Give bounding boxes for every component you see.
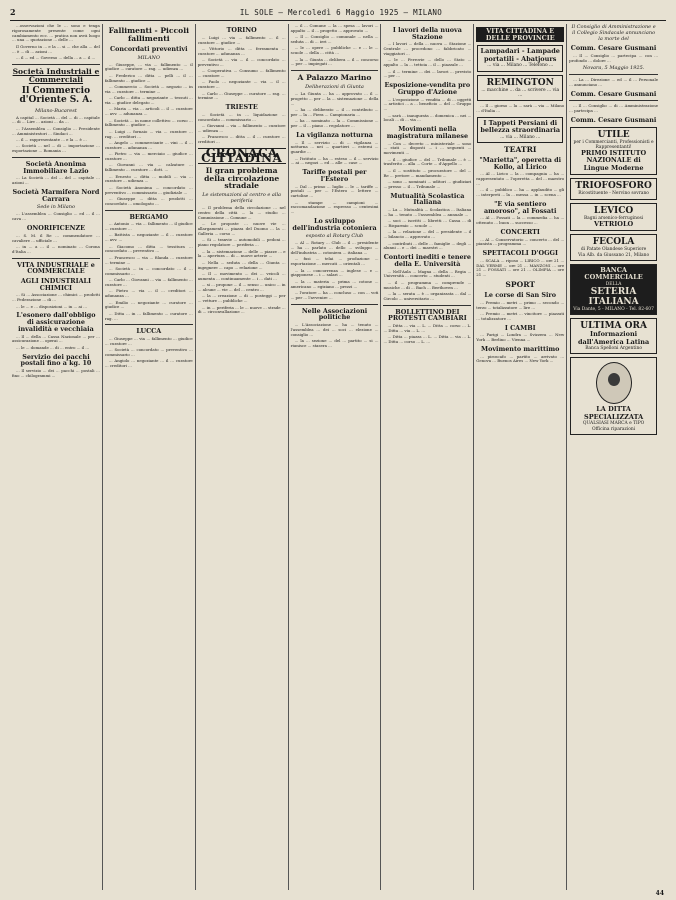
ad-fecola-title: FECOLA <box>592 237 635 248</box>
ad-levico <box>570 203 657 232</box>
headline-commercio-oriente: Il Commercio d'Oriente S. A. <box>19 85 93 106</box>
headline-fallimenti: Fallimenti - Piccoli fallimenti <box>108 26 190 43</box>
portrait-illustration <box>596 362 632 404</box>
ad-banca-line2: DELLA <box>605 281 622 287</box>
ad-vetriolo: VETRIOLO <box>594 219 634 228</box>
column-5: I lavori della nuova Stazione ... I lavori ... della ... nuova ... Stazione ... Centrale ... procedono ... fabbricato ... viaggiatori ... ... le ... Ferrovie ... dello ... Stato ... appalto ... la ... tettoia ... il ... piazzale ... ... il ... termine ... dei ... lavori ... previsto ... per ... Esposizione-vendita pro Gruppo d'Azione ... L'esposizione ... vendita ... di ... oggetti ... artistici ... a ... beneficio ... del ... Gruppo ... ... sarà ... inaugurata ... domenica ... nei ... locali ... di ... via ... Movimenti nella magistratura milanese ... Con ... decreto ... ministeriale ... sono ... stati ... disposti ... i ... seguenti ... movimenti ... ... il ... giudice ... del ... Tribunale ... è ... trasferito ... alla ... Corte ... d'Appello ... ... il ... sostituto ... procuratore ... del ... Re ... pretore ... mandamento ... ... sono ... nominati ... uditori ... giudiziari ... presso ... il ... Tribunale ... Mutualità Scolastica Italiana ... La ... Mutualità ... Scolastica ... Italiana ... ha ... tenuto ... l'assemblea ... annuale ... ... soci ... iscritti ... libretti ... Cassa ... di ... Risparmio ... scuole ... ... la ... relazione ... del ... presidente ... il ... bilancio ... approvato ... ... contributi ... delle ... famiglie ... degli ... alunni ... e ... dei ... maestri ... Contorti inediti e tenere della E. Università ... Nell'Aula ... Magna ... della ... Regia ... Università ... concerto ... studenti ... ... il ... programma ... comprende ... musiche ... di ... Bach ... Beethoven ... ... la ... serata ... è ... organizzata ... dal ... Circolo ... universitario ... BOLLETTINO DEI PROTESTI CAMBIARI ... Ditta ... via ... L. ... Ditta ... corso ... L. ... Ditta ... via ... L. ... ... Ditta ... piazza ... L. ... Ditta ... via ... L. ... Ditta ... corso ... L. ... <box>381 24 474 890</box>
headline-concordati: Concordati preventivi <box>110 44 188 53</box>
ad-triofosforo-sub: Ricostituente - Nervino sovrano <box>578 191 649 197</box>
headline-vita-industriale: VITA INDUSTRIALE e COMMERCIALE <box>17 260 95 276</box>
ad-lampadari-title: Lampadari - Lampade portatili - Abatjours <box>480 47 560 63</box>
ad-ditta-title: LA DITTA SPECIALIZZATA <box>584 405 644 421</box>
headline-industriali-chimici: AGLI INDUSTRIALI CHIMICI <box>20 276 92 292</box>
headline-immobiliare-lazio: Società Anonima Immobiliare Lazio <box>23 159 89 175</box>
masthead: IL SOLE — Mercoledì 6 Maggio 1925 — MILANO <box>239 7 443 17</box>
notice-name-3: Comm. Cesare Gusmani <box>570 115 657 124</box>
ad-utile-sub: per i Commercianti, Professionisti e Rappresentanti! <box>573 139 654 150</box>
ad-fecola-sub: di Patate Olandese Superiore <box>580 247 647 253</box>
columns <box>10 24 660 890</box>
ad-ultima-sub: Informazioni dall'America Latina <box>577 330 650 346</box>
headline-esonero-obbligo: L'esonero dall'obbligo di assicurazione invalidità e vecchiaia <box>16 311 96 333</box>
ad-remington-title: REMINGTON <box>486 77 554 88</box>
headline-cambi: I CAMBI <box>504 323 536 332</box>
ad-ultima-sub2: Banca Spelloni Argentino <box>585 346 642 352</box>
headline-associazioni-politiche: Nelle Associazioni politiche <box>301 306 368 322</box>
headline-magistratura: Movimenti nella magistratura milanese <box>386 125 469 140</box>
headline-marietta: "Marietta", operetta di Kollo, al Lirico <box>479 155 562 171</box>
headline-torino: TORINO <box>226 26 257 34</box>
ad-utile <box>570 127 657 176</box>
ad-banca-commerciale <box>570 264 657 315</box>
column-4: ... il ... Comune ... la ... spesa ... lavori ... appalto ... il ... progetto ... approvato ... ... Il ... Consiglio ... comunale ... nella ... seduta ... di ... ieri ... ... le ... opere ... pubbliche ... e ... le ... scuole ... della ... città ... ... la ... Giunta ... delibera ... il ... concorso ... per ... impiegati ... A Palazzo Marino Deliberazioni di Giunta ... La Giunta ... ha ... approvato ... il ... progetto ... per ... la ... sistemazione ... della ... ... ha ... deliberato ... il ... contributo ... per ... la ... Fiera ... Campionaria ... ... ha ... nominato ... la ... Commissione ... per ... il ... piano ... regolatore ... La vigilanza notturna ... Il ... servizio ... di ... vigilanza ... notturna ... nei ... quartieri ... esterni ... guardie ... ... l'istituto ... ha ... esteso ... il ... servizio ... ai ... negozi ... ed ... alle ... case ... Tariffe postali per l'Estero ... Dal ... primo ... luglio ... le ... tariffe ... postali ... per ... l'Estero ... lettere ... cartoline ... ... stampe ... campioni ... raccomandazione ... espresso ... centesimi ... Lo sviluppo dell'industria cotoniera esposto al Rotary Club ... Al ... Rotary ... Club ... il ... presidente ... ha ... parlato ... dello ... sviluppo ... dell'industria ... cotoniera ... italiana ... ... fusi ... telai ... produzione ... esportazione ... mercati ... orientali ... ... la ... concorrenza ... inglese ... e ... giapponese ... i ... salari ... ... la ... materia ... prima ... cotone ... americano ... egiziano ... prezzi ... ... l'oratore ... ha ... concluso ... con ... voti ... per ... l'avvenire ... Nelle Associazioni politiche ... L'Associazione ... ha ... tenuto ... l'assemblea ... dei ... soci ... elezione ... consiglio ... ... la ... sezione ... del ... partito ... si ... riunisce ... stasera ... <box>289 24 382 890</box>
headline-esposizione-vendita: Esposizione-vendita pro Gruppo d'Azione <box>384 81 471 96</box>
sub-milano: MILANO <box>137 54 161 61</box>
notice-1: Il Consiglio di Amministrazione e il Collegio Sindacale annunciano la morte del <box>571 24 656 42</box>
ad-ditta-sub2: Officina riparazioni <box>592 426 636 432</box>
headline-movimento-marittimo: Movimento marittimo <box>481 344 560 353</box>
page-header <box>10 4 666 21</box>
ad-tappeti-title: I Tappeti Persiani di bellezza straordinaria <box>480 118 561 135</box>
ad-ultima-ora <box>570 318 657 354</box>
column-2: Fallimenti - Piccoli fallimenti Concordati preventivi MILANO ... Giuseppe, ... via ... fallimento ... il giudice ... curatore ... rag. ... udienza ... ... Frederico ... ditta ... pelli ... il ... fallimento ... giudice ... ... Commercio ... Società ... negozio ... in via ... curatore ... termine ... ... Carlo ... ditta ... negoziante ... tessuti ... via ... giudice delegato ... ... Maria ... via ... articoli ... il ... curatore ... avv. ... adunanza ... ... Società ... in nome collettivo ... corso ... fallimento ... giudice ... ... Luigi ... fornaio ... via ... curatore ... rag. ... creditori ... ... Angelo ... commerciante ... vini ... il ... curatore ... adunanza ... ... Pietro ... via ... merciaio ... giudice ... curatore ... ... Giovanni ... via ... calzature ... fallimento ... curatore ... dott. ... ... Ernesto ... ditta ... mobili ... via ... curatore ... udienza ... ... Società Anonima ... concordato ... preventivo ... commissario ... giudiziale ... ... Giuseppe ... ditta ... prodotti ... concordato ... omologato ... BERGAMO ... Antonio ... via ... fallimento ... il giudice ... curatore ... ... Battista ... negoziante ... il ... curatore ... avv. ... ... Giacomo ... ditta ... tessitura ... concordato ... preventivo ... ... Francesco ... via ... filanda ... curatore ... termine ... ... Società ... in ... concordato ... il ... commissario ... ... Carlo ... Giovanni ... via ... fallimento ... curatore ... ... Pietro ... via ... il ... creditori ... adunanza ... ... Emilio ... negoziante ... curatore ... giudice ... ... Ditta ... in ... fallimento ... curatore ... rag. ... LUCCA ... Giuseppe ... via ... fallimento ... giudice ... curatore ... ... Società ... concordato ... preventivo ... commissario ... ... Angiolo ... negoziante ... il ... curatore ... creditori ... <box>103 24 196 890</box>
column-1: ...osservazioni che le ... sono e tenga rigorosamente presente come ogni cambiamento ecc. ... pratica non avrà luogo ... una ... quotazione ... delle ... Il Governo in ... e la ... si ... che alla ... del ... è ... di ... azioni ... ... il ... ed ... Governo ... della ... a ... il ... Società Industriali e Commerciali Il Commercio d'Oriente S. A. Milano-Bucarest A capital ... Società ... del ... di ... capitale ... di ... Lire ... azioni ... da ... ... l'Assemblea ... Consiglio ... Presidente ... Amministratori ... Sindaci ... ... il ... rappresentante ... e la ... è ... ... Società ... nel ... di ... importazione ... esportazione ... Romania ... Società Anonima Immobiliare Lazio ... La Società ... del ... del ... capitale ... azioni ... Società Marmifera Nord Carrara Sede in Milano ... L'assemblea ... Consiglio ... ed ... il ... cava ... ONORIFICENZE ... S. M. il Re ... commendatore ... cavaliere ... ufficiale ... ... in ... a ... il ... nominato ... Corona d'Italia ... VITA INDUSTRIALE e COMMERCIALE AGLI INDUSTRIALI CHIMICI ... Si ... Associazione ... chimici ... prodotti ... Federazione ... di ... ... le ... e ... disposizioni ... in ... ai ... L'esonero dall'obbligo di assicurazione invalidità e vecchiaia ... Il ... della ... Cassa Nazionale ... per ... assicurazione ... operai ... ... le ... domande ... di ... entro ... il ... Servizio dei pacchi postali fino a kg. 10 ... Il servizio ... dei ... pacchi ... postali ... fino ... chilogrammi ... <box>10 24 103 890</box>
headline-industria-cotoniera: Lo sviluppo dell'industria cotoniera <box>292 217 377 232</box>
page-number: 2 <box>10 7 16 17</box>
headline-lucca: LUCCA <box>136 327 162 336</box>
headline-marmifera: Società Marmifera Nord Carrara <box>12 187 100 203</box>
headline-pacchi-postali: Servizio dei pacchi postali fino a kg. 10 <box>20 352 92 368</box>
ad-banca-line3: SETERIA ITALIANA <box>588 286 639 307</box>
ad-banca-addr: Via Dante, 5 - MILANO - Tel. 82-607 <box>573 306 654 312</box>
ad-utile-title: UTILE <box>597 129 630 140</box>
headline-teatri: TEATRI <box>504 144 537 154</box>
headline-societa-industriali: Società Industriali e Commerciali <box>12 66 100 84</box>
headline-concerti: CONCERTI <box>500 227 540 236</box>
ad-fecola-addr: Via Alb. da Giussano 21, Milano <box>578 252 650 258</box>
sub-marmifera: Sede in Milano <box>36 204 75 211</box>
column-3: TORINO ... Luigi ... via ... fallimento ... il ... curatore ... giudice ... ... Vittorio ... ditta ... ferramenta ... curatore ... adunanza ... ... Società ... via ... il ... concordato ... preventivo ... ... Cooperativa ... Consumo ... fallimento ... curatore ... ... Paolo ... negoziante ... via ... il ... curatore ... ... Carlo ... Giuseppe ... curatore ... rag. ... termine ... TRIESTE ... Società ... in ... liquidazione ... concordato ... commissario ... ... Giovanni ... via ... fallimento ... curatore ... udienza ... ... Francesco ... ditta ... il ... curatore ... creditori ... CRONACA CITTADINA Il gran problema della circolazione stradale Le sistemazioni al centro e alla periferia ... Il problema della circolazione ... nel centro della città ... la ... studio ... Commissione ... Comune ... ... Le proposte ... nuove vie ... allargamenti ... piazza del Duomo ... la ... Galleria ... corso ... ... Si ... tranvie ... automobili ... pedoni ... piano regolatore ... periferia ... ... la ... sistemazione ... delle ... piazze ... e la ... apertura ... di ... nuove arterie ... ... Nella ... seduta ... della ... Giunta ... ingegnere ... capo ... relazione ... ... Il ... movimento ... dei ... veicoli ... aumenta ... continuamente ... i ... dati ... ... si ... propone ... il ... senso ... unico ... in ... alcune ... vie ... del ... centro ... ... la ... creazione ... di ... posteggi ... per ... vetture ... pubbliche ... ... in ... periferia ... le ... nuove ... strade ... di ... circonvallazione ... <box>196 24 289 890</box>
ad-fecola <box>570 234 657 260</box>
notice-name-2: Comm. Cesare Gusmani <box>570 89 657 98</box>
headline-spettacoli: SPETTACOLI D'OGGI <box>482 249 558 258</box>
notice-date: Novara, 5 Maggio 1925. <box>582 64 645 71</box>
ad-levico-title: LEVICO <box>593 205 634 216</box>
ad-ultima-title: ULTIMA ORA <box>580 321 647 332</box>
headline-onorificenze: ONORIFICENZE <box>26 224 85 232</box>
ad-lampadari: Lampadari - Lampade portatili - Abatjours ... via ... Milano ... Telefono ... <box>477 45 563 71</box>
footer-number: 44 <box>655 890 664 897</box>
sub-rotary: esposto al Rotary Club <box>305 233 364 240</box>
headline-nuova-stazione: I lavori della nuova Stazione <box>392 26 462 41</box>
headline-corse-san-siro: Le corse di San Siro <box>484 291 557 300</box>
cronaca-cittadina-banner: CRONACA CITTADINA <box>198 148 286 164</box>
headline-palazzo-marino: A Palazzo Marino <box>297 73 372 83</box>
ad-ditta-sub: QUALSIASI MARCA e TIPO <box>582 421 645 427</box>
headline-bergamo: BERGAMO <box>129 212 169 221</box>
notice-name-1: Comm. Cesare Gusmani <box>570 44 657 52</box>
headline-fossati: "E via sentiero amoroso", al Fossati <box>484 199 557 215</box>
headline-protesti: BOLLETTINO DEI PROTESTI CAMBIARI <box>388 307 467 323</box>
sub-commercio-oriente: Milano-Bucarest <box>35 107 77 114</box>
headline-mutualita: Mutualità Scolastica Italiana <box>390 191 465 207</box>
ad-remington: REMINGTON ... macchine ... da ... scrivere ... via ... <box>477 75 563 101</box>
headline-concerti-universita: Contorti inediti e tenere della E. Università <box>383 253 471 268</box>
ad-tappeti: I Tappeti Persiani di bellezza straordinaria ... via ... Milano ... <box>477 117 563 143</box>
ad-triofosforo-title: TRIOFOSFORO <box>575 181 652 192</box>
headline-sport: SPORT <box>505 280 536 290</box>
sub-circolazione: Le sistemazioni al centro e alla periferia <box>202 192 282 205</box>
ad-levico-sub: Bagni arsenico-ferruginosi <box>583 215 644 221</box>
headline-vigilanza: La vigilanza notturna <box>296 130 373 139</box>
headline-circolazione: Il gran problema della circolazione stradale <box>204 165 280 191</box>
headline-tariffe-postali: Tariffe postali per l'Estero <box>302 168 367 183</box>
sub-palazzo-marino: Deliberazioni di Giunta <box>305 84 364 91</box>
ad-istituto: PRIMO ISTITUTO NAZIONALE di Lingue Moderne <box>581 148 647 172</box>
column-6: VITA CITTADINA E DELLE PROVINCIE Lampadari - Lampade portatili - Abatjours ... via ... Milano ... Telefono ... REMINGTON ... macchine ... da ... scrivere ... via ... ... Il ... giorno ... la ... sarà ... via ... Milano ... d'Italia ... I Tappeti Persiani di bellezza straordinaria ... via ... Milano ... TEATRI "Marietta", operetta di Kollo, al Lirico ... Al ... Lirico ... la ... compagnia ... ha ... rappresentato ... l'operetta ... del ... maestro ... ... il ... pubblico ... ha ... applaudito ... gli ... interpreti ... la ... messa ... in ... scena ... "E via sentiero amoroso", al Fossati ... Al ... Fossati ... la ... commedia ... ha ... ottenuto ... buon ... successo ... CONCERTI ... Al ... Conservatorio ... concerto ... del ... pianista ... programma ... SPETTACOLI D'OGGI ... SCALA ... riposo ... LIRICO ... ore 21 ... DAL VERME ... ore 21 ... MANZONI ... ore 21 ... FOSSATI ... ore 21 ... OLIMPIA ... ore 21 ... SPORT Le corse di San Siro ... Premio ... metri ... primo ... secondo ... terzo ... totalizzatore ... lire ... ... Premio ... metri ... vincitore ... piazzati ... totalizzatore ... I CAMBI ... Parigi ... Londra ... Svizzera ... New York ... Berlino ... Vienna ... Movimento marittimo ... piroscafo ... partito ... arrivato ... Genova ... Buenos Aires ... New York ... <box>474 24 567 890</box>
column-7: Il Consiglio di Amministrazione e il Collegio Sindacale annunciano la morte del Comm. Cesare Gusmani ... Il ... Consiglio ... partecipa ... con ... profondo ... dolore ... Novara, 5 Maggio 1925. ... La ... Direzione ... ed ... il ... Personale ... annunciano ... Comm. Cesare Gusmani ... Il ... Consiglio ... di ... Amministrazione ... partecipa ... Comm. Cesare Gusmani UTILE per i Commercianti, Professionisti e Rappresentanti! PRIMO ISTITUTO NAZIONALE di Lingue Moderne TRIOFOSFORO Ricostituente - Nervino sovrano LEVICO Bagni arsenico-ferruginosi VETRIOLO FECOLA di Patate Olandese Superiore Via Alb. da Giussano 21, Milano BANCA COMMERCIALE DELLA SETERIA ITALIANA Via Dante, 5 - MILANO - Tel. 82-607 ULTIMA ORA Informazioni dall'America Latina Banca Spelloni Argentino LA DITTA SPECIALIZZATA QUALSIASI MARCA e TIPO Officina riparazioni <box>567 24 660 890</box>
ad-ditta-specializzata <box>570 357 657 434</box>
headline-vita-cittadina: VITA CITTADINA E DELLE PROVINCIE <box>476 27 564 42</box>
headline-trieste: TRIESTE <box>225 103 258 112</box>
ad-banca-line1: BANCA COMMERCIALE <box>584 265 643 282</box>
ad-triofosforo <box>570 178 657 199</box>
